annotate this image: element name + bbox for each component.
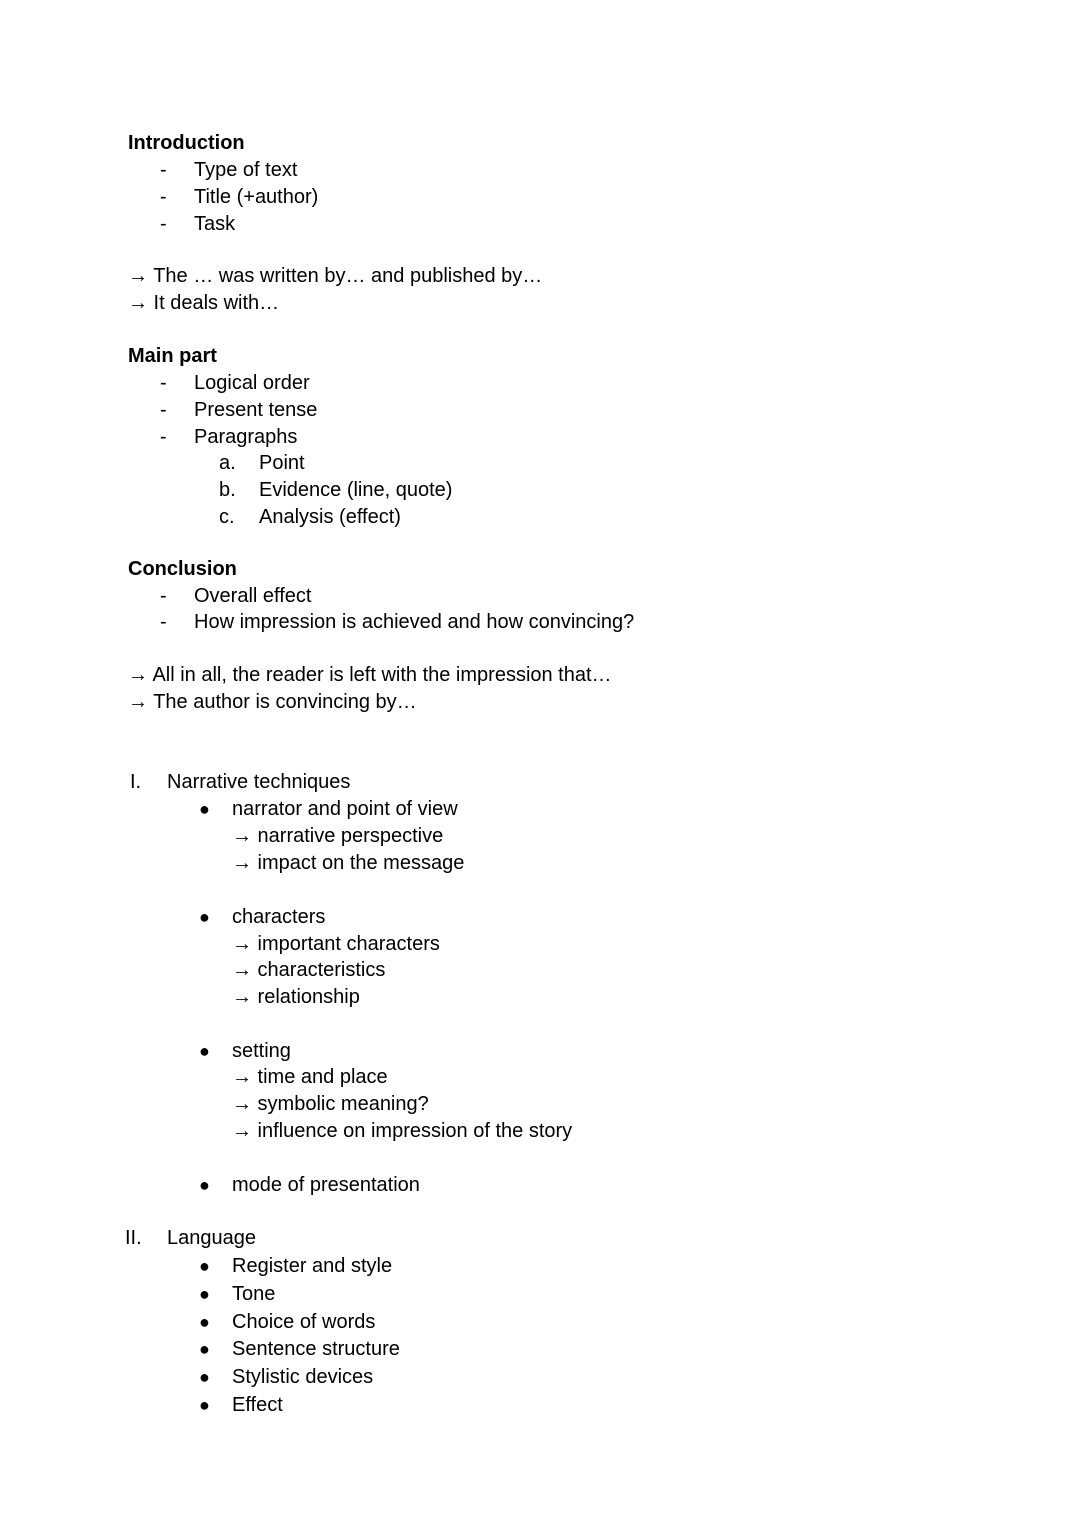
bullet-item-text: Register and style	[232, 1255, 393, 1277]
introduction-heading: Introduction	[128, 132, 245, 154]
dash-marker: -	[160, 372, 167, 394]
bullet-item-text: Tone	[232, 1283, 276, 1305]
bullet-marker: ●	[199, 1256, 210, 1276]
dash-marker: -	[160, 159, 167, 181]
arrow-line: → narrative perspective	[232, 825, 444, 847]
sub-item-marker: a.	[219, 452, 236, 474]
arrow-line: → influence on impression of the story	[232, 1120, 573, 1142]
dash-marker: -	[160, 213, 167, 235]
intro-phrase: → It deals with…	[128, 292, 280, 314]
intro-phrase: → The … was written by… and published by…	[128, 265, 543, 287]
main-part-heading: Main part	[128, 345, 217, 367]
bullet-item-text: narrator and point of view	[232, 798, 458, 820]
dash-marker: -	[160, 585, 167, 607]
dash-marker: -	[160, 426, 167, 448]
intro-item-text: Task	[194, 213, 236, 235]
conclusion-item-text: Overall effect	[194, 585, 312, 607]
bullet-marker: ●	[199, 907, 210, 927]
dash-marker: -	[160, 399, 167, 421]
bullet-marker: ●	[199, 1312, 210, 1332]
conclusion-item-text: How impression is achieved and how convincing?	[194, 611, 635, 633]
conclusion-heading: Conclusion	[128, 558, 237, 580]
bullet-item-text: Stylistic devices	[232, 1366, 374, 1388]
conclusion-phrase: → The author is convincing by…	[128, 691, 417, 713]
bullet-marker: ●	[199, 1367, 210, 1387]
intro-item-text: Title (+author)	[194, 186, 319, 208]
arrow-line: → impact on the message	[232, 852, 465, 874]
bullet-marker: ●	[199, 1175, 210, 1195]
main-item-text: Present tense	[194, 399, 318, 421]
dash-marker: -	[160, 611, 167, 633]
bullet-marker: ●	[199, 1284, 210, 1304]
sub-item-text: Point	[259, 452, 305, 474]
bullet-item-text: characters	[232, 906, 326, 928]
bullet-marker: ●	[199, 799, 210, 819]
section-title: Narrative techniques	[167, 771, 351, 793]
dash-marker: -	[160, 186, 167, 208]
bullet-marker: ●	[199, 1041, 210, 1061]
section-numeral: II.	[125, 1227, 142, 1249]
section-numeral: I.	[130, 771, 142, 793]
bullet-item-text: Choice of words	[232, 1311, 376, 1333]
main-item-text: Logical order	[194, 372, 310, 394]
arrow-line: → important characters	[232, 933, 440, 955]
bullet-item-text: Sentence structure	[232, 1338, 400, 1360]
intro-item-text: Type of text	[194, 159, 298, 181]
sub-item-text: Analysis (effect)	[259, 506, 401, 528]
arrow-line: → time and place	[232, 1066, 388, 1088]
arrow-line: → relationship	[232, 986, 360, 1008]
bullet-marker: ●	[199, 1395, 210, 1415]
sub-item-text: Evidence (line, quote)	[259, 479, 453, 501]
sub-item-marker: c.	[219, 506, 235, 528]
conclusion-phrase: → All in all, the reader is left with the impression that…	[128, 664, 612, 686]
bullet-item-text: mode of presentation	[232, 1174, 420, 1196]
bullet-item-text: Effect	[232, 1394, 283, 1416]
sub-item-marker: b.	[219, 479, 236, 501]
bullet-item-text: setting	[232, 1040, 291, 1062]
arrow-line: → characteristics	[232, 959, 386, 981]
main-item-text: Paragraphs	[194, 426, 298, 448]
arrow-line: → symbolic meaning?	[232, 1093, 429, 1115]
section-title: Language	[167, 1227, 256, 1249]
bullet-marker: ●	[199, 1339, 210, 1359]
